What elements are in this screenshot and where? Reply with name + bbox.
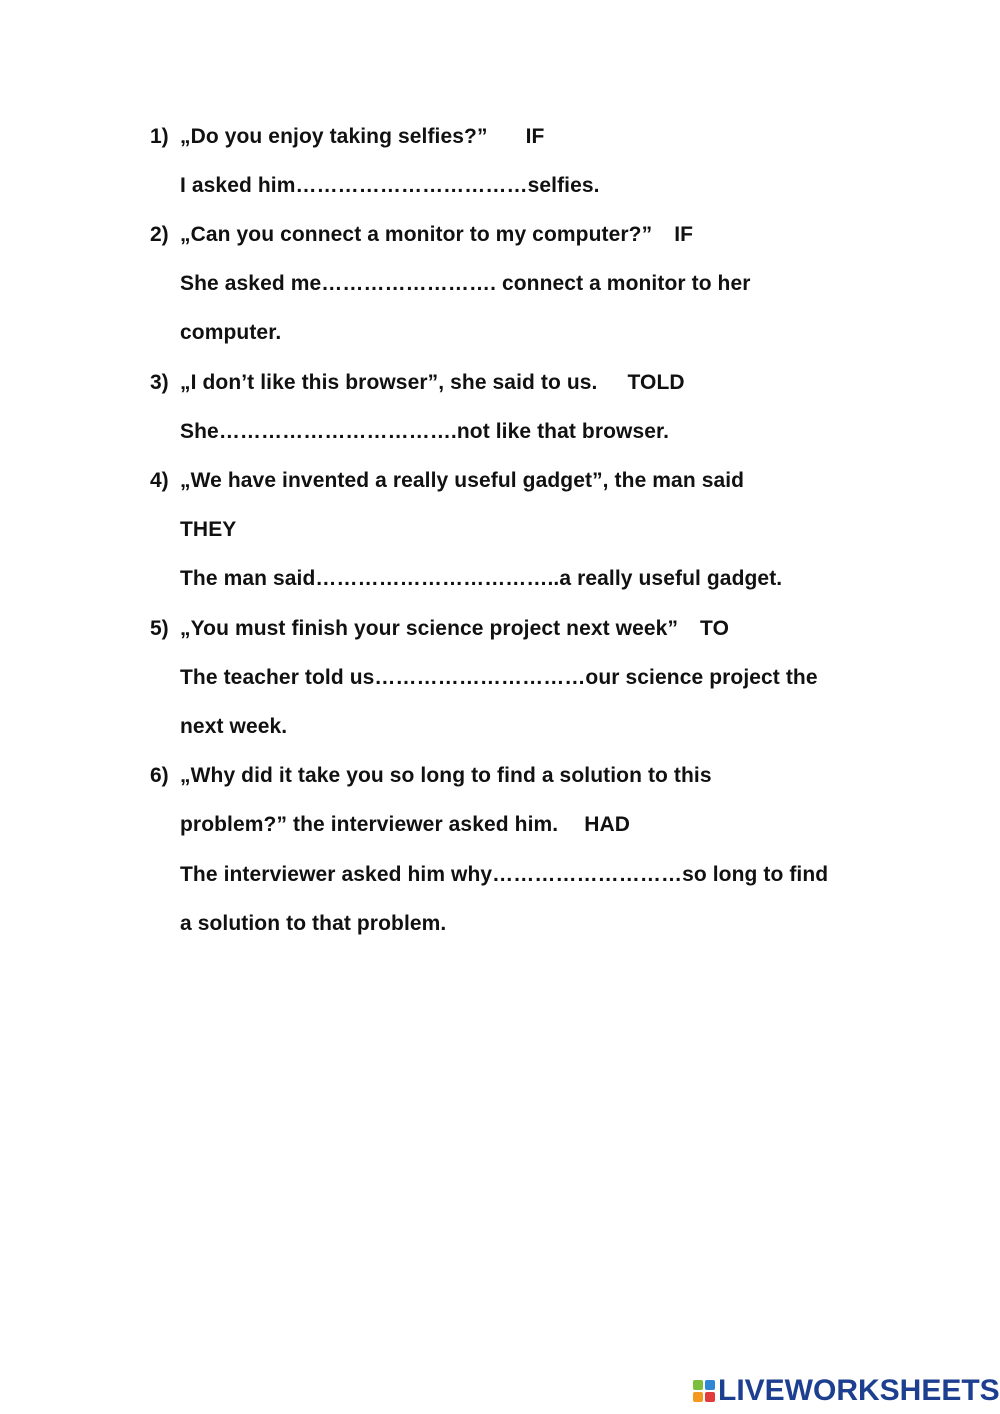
prompt-line [180,616,729,642]
keyword: TOLD [627,371,685,394]
item-number: 4) [150,469,169,492]
answer-line: computer. [180,321,282,344]
logo-square [693,1380,703,1390]
prompt-line [180,370,685,396]
answer-line: She asked me……………………. connect a monitor to her [180,272,751,295]
prompt-line [180,124,544,150]
answer-line: I asked him……………………………selfies. [180,174,600,197]
keyword: HAD [584,813,631,836]
logo-mark-icon [693,1380,715,1402]
answer-line: The teacher told us…………………………our science project the [180,666,818,689]
prompt-text: „I don’t like this browser”, she said to us. [180,371,598,394]
keyword: IF [674,223,694,246]
prompt-line [180,812,630,838]
keyword: THEY [180,518,237,541]
item-number: 5) [150,617,169,640]
prompt-text: „Do you enjoy taking selfies?” [180,125,488,148]
item-number: 3) [150,371,169,394]
prompt-text: „You must finish your science project next week” [180,617,679,640]
prompt-line: „Why did it take you so long to find a solution to this [180,764,712,787]
logo-square [705,1392,715,1402]
keyword: IF [525,125,545,148]
prompt-line [180,222,693,248]
logo-square [705,1380,715,1390]
prompt-text: „Can you connect a monitor to my computer?” [180,223,653,246]
answer-line: a solution to that problem. [180,912,447,935]
answer-line: The man said……………………………..a really useful gadget. [180,567,783,590]
item-number: 2) [150,223,169,246]
item-number: 1) [150,125,169,148]
liveworksheets-logo [693,1374,1000,1408]
logo-text: LIVEWORKSHEETS [718,1374,1000,1407]
prompt-text: problem?” the interviewer asked him. [180,813,559,836]
keyword: TO [700,617,730,640]
prompt-line: „We have invented a really useful gadget”, the man said [180,469,745,492]
item-number: 6) [150,764,169,787]
answer-line: The interviewer asked him why………………………so long to find [180,863,829,886]
logo-square [693,1392,703,1402]
answer-line: She…………………………….not like that browser. [180,420,670,443]
answer-line: next week. [180,715,288,738]
